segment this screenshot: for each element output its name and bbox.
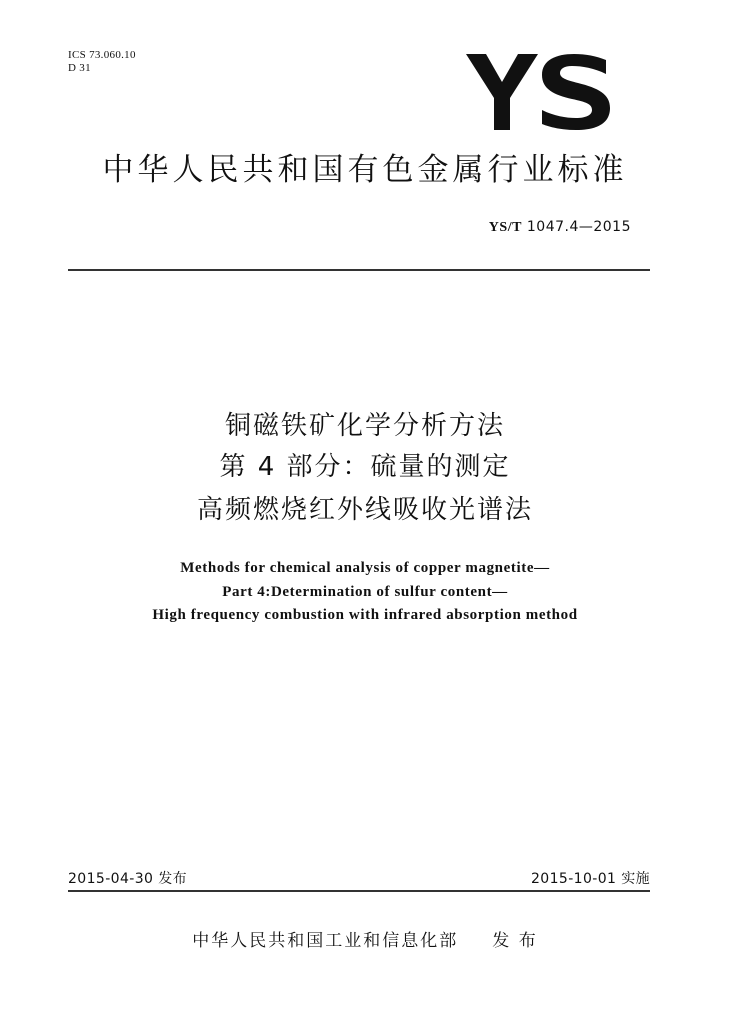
- classification-codes: [68, 49, 136, 75]
- title-en-line-3: High frequency combustion with infrared absorption method: [152, 607, 578, 623]
- issue-date: 2015-04-30 发布: [68, 871, 188, 887]
- standard-number-prefix: YS/T: [488, 220, 522, 235]
- issuer-action: 发 布: [492, 931, 538, 951]
- issuer-name: 中华人民共和国工业和信息化部: [192, 931, 459, 951]
- implementation-date: 2015-10-01 实施: [530, 871, 650, 887]
- title-en-line-2: Part 4:Determination of sulfur content—: [222, 584, 508, 600]
- title-cn-line-1: 铜磁铁矿化学分析方法: [224, 411, 505, 441]
- title-en-line-1: Methods for chemical analysis of copper magnetite—: [180, 560, 550, 576]
- title-cn-line-2: 第 4 部分：硫量的测定: [219, 452, 511, 482]
- ccs-code: D 31: [68, 62, 91, 74]
- industry-standard-title: 中华人民共和国有色金属行业标准: [102, 152, 628, 188]
- header-divider: [68, 269, 650, 271]
- ics-code: ICS 73.060.10: [68, 49, 136, 61]
- footer-divider: [68, 890, 650, 892]
- ys-logo: [466, 54, 612, 130]
- issuer-line: [0, 926, 730, 951]
- standard-number-value: 1047.4—2015: [526, 219, 631, 235]
- title-cn-line-3: 高频燃烧红外线吸收光谱法: [196, 495, 533, 525]
- standard-number: [489, 219, 631, 236]
